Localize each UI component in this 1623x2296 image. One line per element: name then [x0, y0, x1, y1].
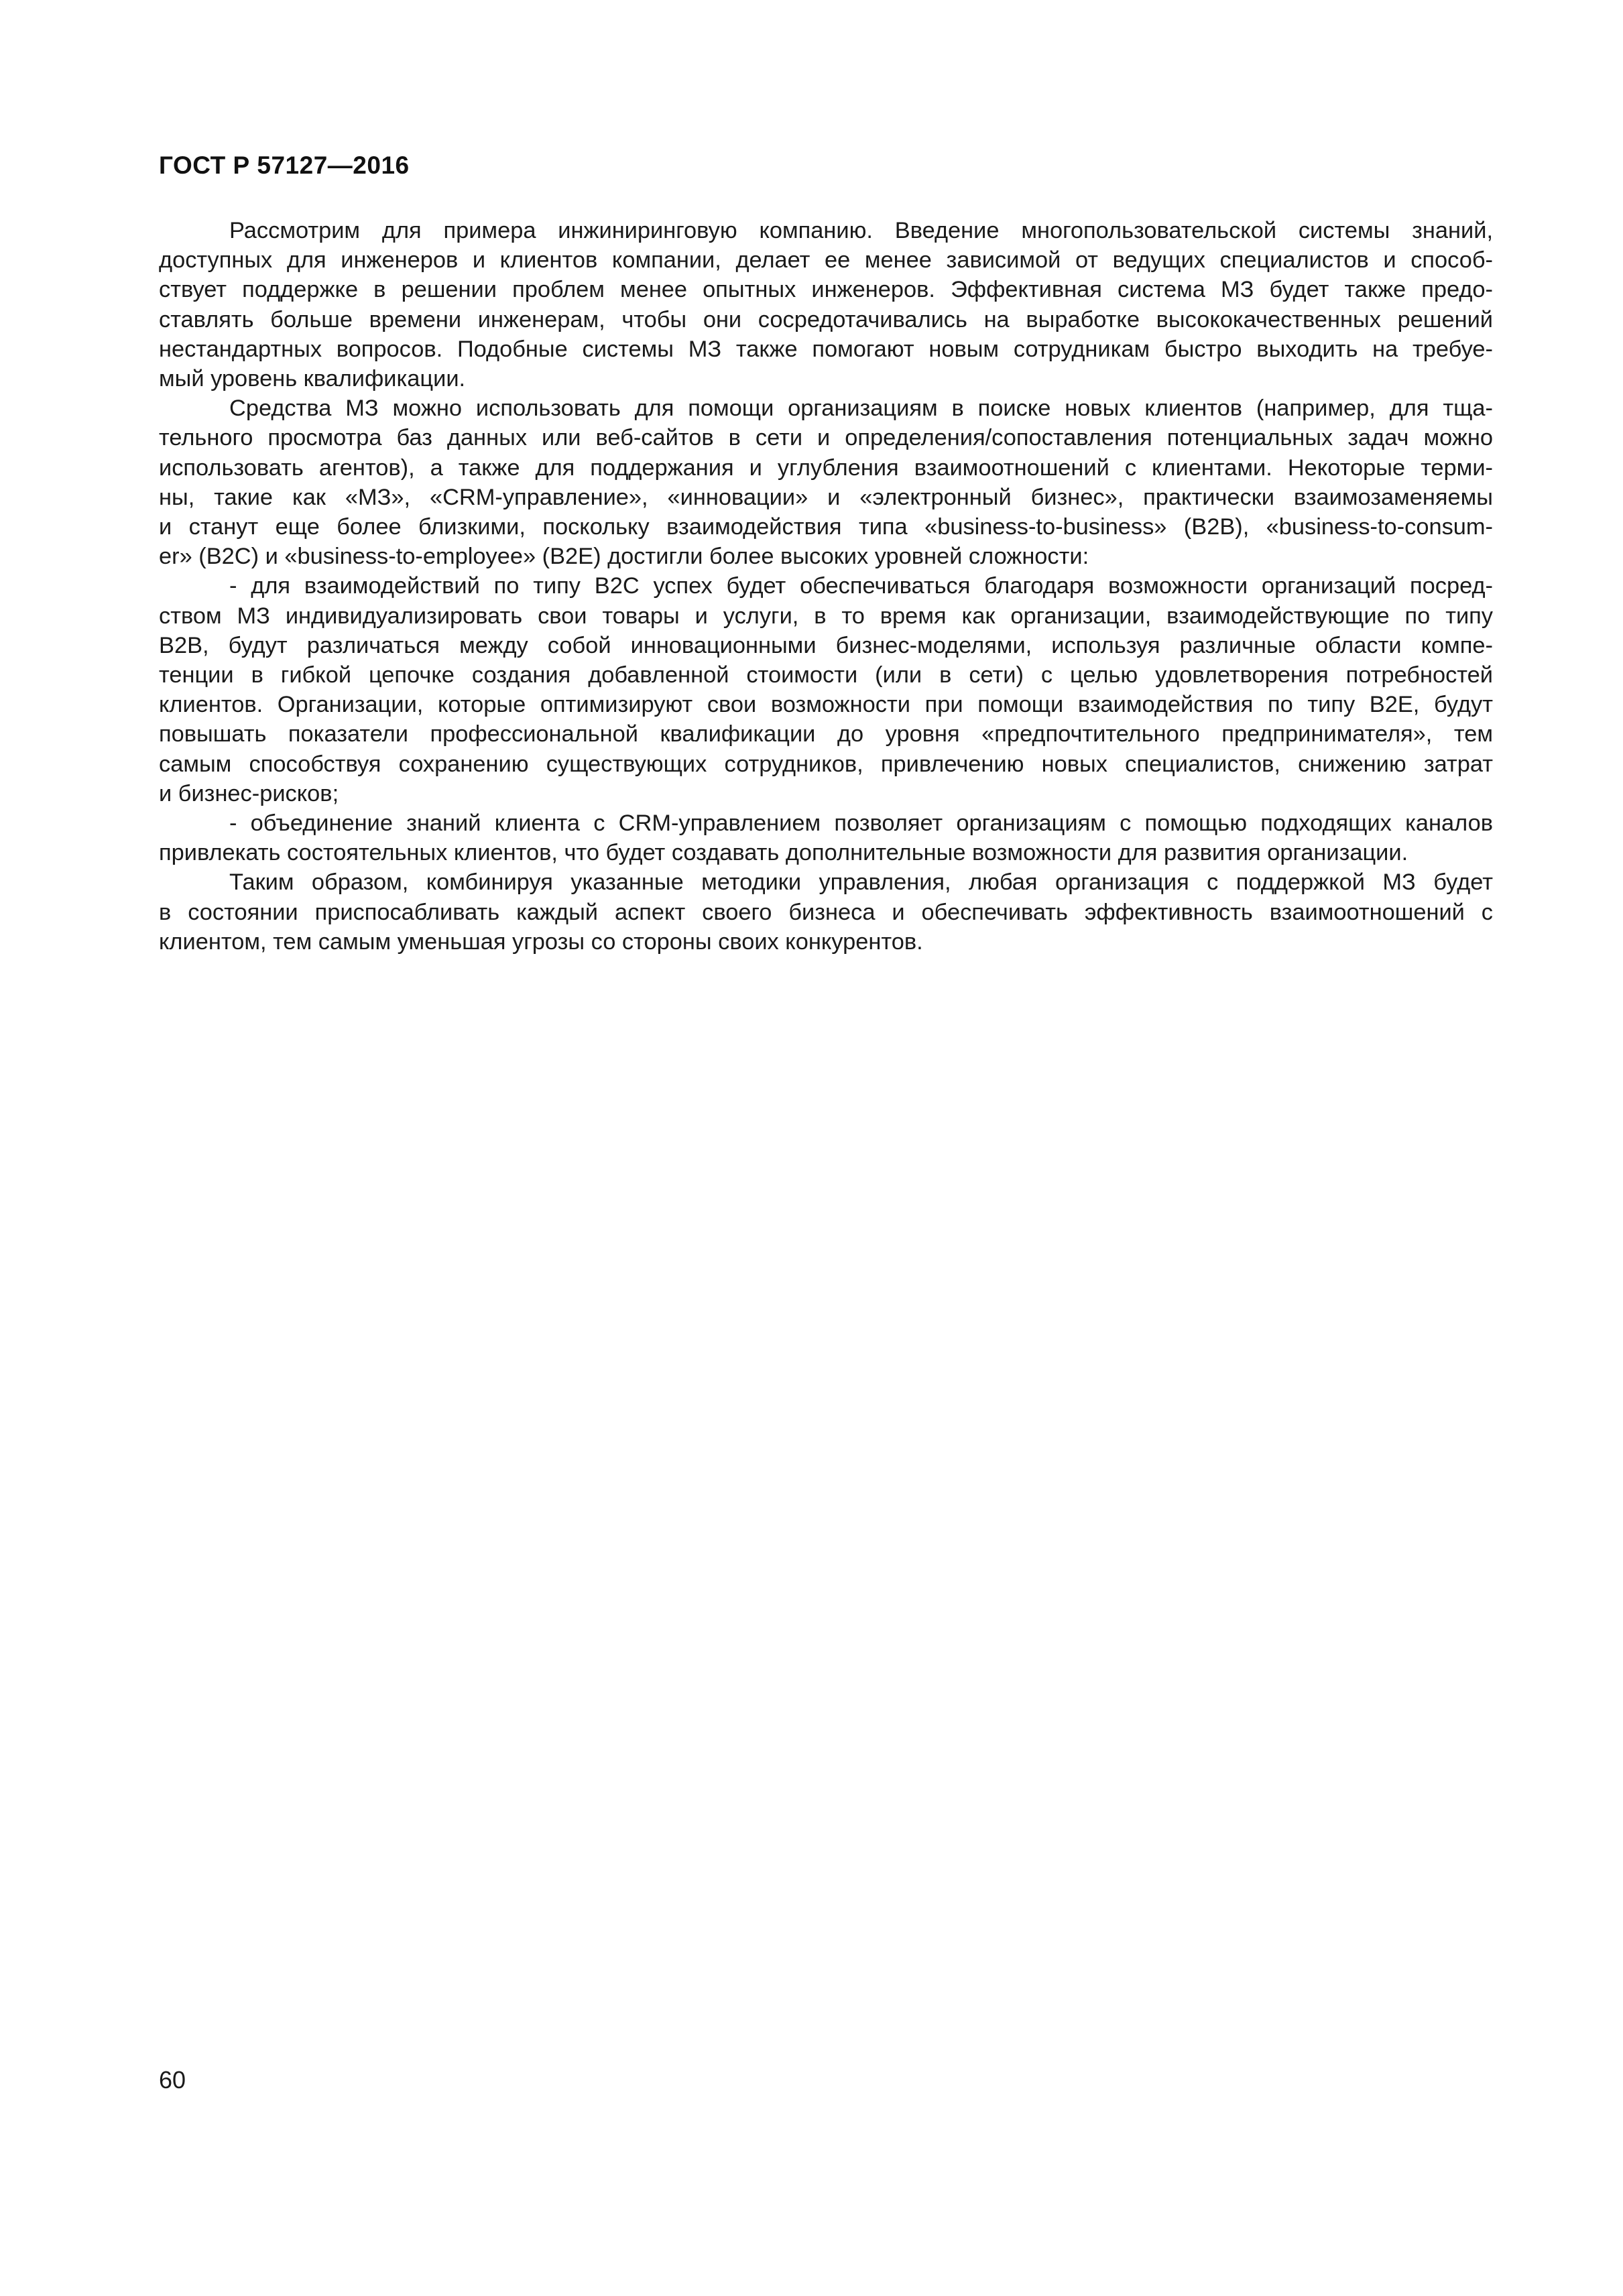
page-number: 60 [159, 2066, 186, 2094]
text-line: Средства МЗ можно использовать для помощи организациям в поиске новых клиентов (например, для тща- [229, 396, 1493, 422]
text-line: B2B, будут различаться между собой инновационными бизнес-моделями, используя различные области компе- [159, 632, 1493, 658]
text-line: - для взаимодействий по типу B2C успех будет обеспечиваться благодаря возможности организаций посред- [229, 573, 1493, 599]
text-line: ны, такие как «МЗ», «CRM-управление», «инновации» и «электронный бизнес», практически взаимозаменяемы [159, 484, 1493, 510]
document-body [159, 216, 1493, 957]
document-header-code: ГОСТ Р 57127—2016 [159, 152, 410, 179]
text-line: самым способствуя сохранению существующих сотрудников, привлечению новых специалистов, снижению затрат [159, 751, 1493, 777]
text-line: и станут еще более близкими, поскольку взаимодействия типа «business-to-business» (B2B), «business-to-consum- [159, 514, 1493, 540]
text-line: и бизнес-рисков; [159, 780, 339, 806]
text-line: ставлять больше времени инженерам, чтобы они сосредотачивались на выработке высококачественных решений [159, 306, 1493, 333]
text-line: в состоянии приспосабливать каждый аспект своего бизнеса и обеспечивать эффективность взаимоотношений с [159, 899, 1493, 925]
text-line: er» (B2C) и «business-to-employee» (B2E) достигли более высоких уровней сложности: [159, 544, 1089, 570]
text-line: Таким образом, комбинируя указанные методики управления, любая организация с поддержкой МЗ будет [229, 869, 1493, 896]
text-line: тенции в гибкой цепочке создания добавленной стоимости (или в сети) с целью удовлетворения потребностей [159, 662, 1493, 688]
text-line: клиентом, тем самым уменьшая угрозы со стороны своих конкурентов. [159, 928, 923, 955]
text-line: привлекать состоятельных клиентов, что будет создавать дополнительные возможности для развития организации. [159, 840, 1408, 866]
text-line: использовать агентов), а также для поддержания и углубления взаимоотношений с клиентами. Некоторые терми- [159, 455, 1493, 481]
text-line: мый уровень квалификации. [159, 366, 466, 392]
text-line: клиентов. Организации, которые оптимизируют свои возможности при помощи взаимодействия по типу B2E, будут [159, 692, 1493, 718]
text-line: ствует поддержке в решении проблем менее опытных инженеров. Эффективная система МЗ будет также предо- [159, 277, 1493, 303]
text-line: нестандартных вопросов. Подобные системы МЗ также помогают новым сотрудникам быстро выходить на требуе- [159, 336, 1493, 362]
text-line: доступных для инженеров и клиентов компании, делает ее менее зависимой от ведущих специалистов и способ- [159, 247, 1493, 274]
text-line: повышать показатели профессиональной квалификации до уровня «предпочтительного предпринимателя», тем [159, 721, 1493, 747]
text-line: Рассмотрим для примера инжиниринговую компанию. Введение многопользовательской системы знаний, [229, 218, 1493, 243]
text-line: - объединение знаний клиента с CRM-управлением позволяет организациям с помощью подходящих каналов [229, 810, 1493, 837]
text-line: тельного просмотра баз данных или веб-сайтов в сети и определения/сопоставления потенциальных задач можно [159, 425, 1493, 451]
text-line: ством МЗ индивидуализировать свои товары и услуги, в то время как организации, взаимодействующие по типу [159, 603, 1493, 629]
